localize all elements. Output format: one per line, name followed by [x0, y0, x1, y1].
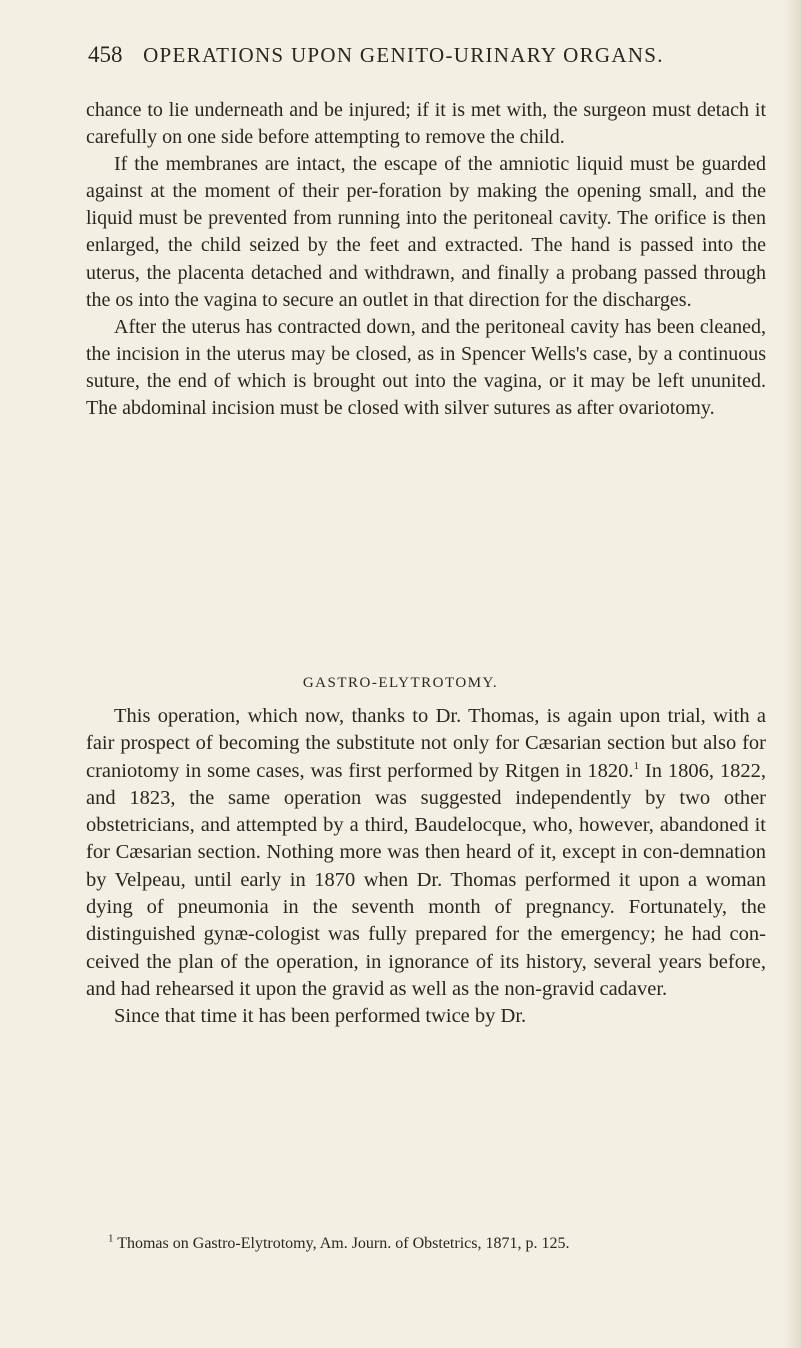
footnote-text: Thomas on Gastro-Elytrotomy, Am. Journ. of Obstetrics, 1871, p. 125.	[113, 1235, 570, 1252]
section-2-text	[86, 703, 766, 1031]
paragraph-3: After the uterus has contracted down, and the peritoneal cavity has been cleaned, the incision in the uterus may be closed, as in Spencer Wells's case, by a continuous suture, the end of which is brought out into the vagina, or it may be left ununited. The abdominal incision must be closed with silver sutures as after ovariotomy.	[86, 315, 766, 420]
page-edge-shadow	[783, 0, 801, 1348]
paragraph-1: chance to lie underneath and be injured; if it is met with, the surgeon must detach it carefully on one side before attempting to remove the child.	[86, 99, 766, 149]
footnote	[86, 1232, 766, 1255]
footnote-reference: 1	[633, 759, 639, 772]
running-header	[88, 42, 768, 68]
section-heading: GASTRO-ELYTROTOMY.	[302, 675, 499, 691]
page-number: 458	[88, 42, 123, 67]
paragraph-2: If the membranes are intact, the escape of the amniotic liquid must be guarded against at the moment of their per-foration by making the opening small, and the liquid must be prevented from running into the peritoneal cavity. The orifice is then enlarged, the child seized by the feet and extracted. The hand is passed into the uterus, the placenta detached and withdrawn, and finally a probang passed through the os into the vagina to secure an outlet in that direction for the discharges.	[86, 153, 766, 311]
footnote-marker: 1	[108, 1232, 114, 1245]
running-title: OPERATIONS UPON GENITO-URINARY ORGANS.	[143, 43, 664, 67]
paragraph-4	[86, 703, 766, 1003]
paragraph-4-text-a: This operation, which now, thanks to Dr. Thomas, is again upon trial, with a fair prospect of becoming the substitute not only for Cæsarian section but also for craniotomy in some cases, was first performed by Ritgen in 1820.	[86, 705, 766, 782]
paragraph-5: Since that time it has been performed twice by Dr.	[114, 1005, 527, 1028]
section-1-text	[86, 97, 766, 422]
paragraph-4-text-b: In 1806, 1822, and 1823, the same operation was suggested independently by two other obstetricians, and attempted by a third, Baudelocque, who, however, abandoned it for Cæsarian section. Nothing more was then heard of it, except in con-demnation by Velpeau, until early in 1870 when Dr. Thomas performed it upon a woman dying of pneumonia in the seventh month of pregnancy. Fortunately, the distinguished gynæ-cologist was fully prepared for the emergency; he had con-ceived the plan of the operation, in ignorance of its history, several years before, and had rehearsed it upon the gravid as well as the non-gravid cadaver.	[86, 759, 767, 1000]
